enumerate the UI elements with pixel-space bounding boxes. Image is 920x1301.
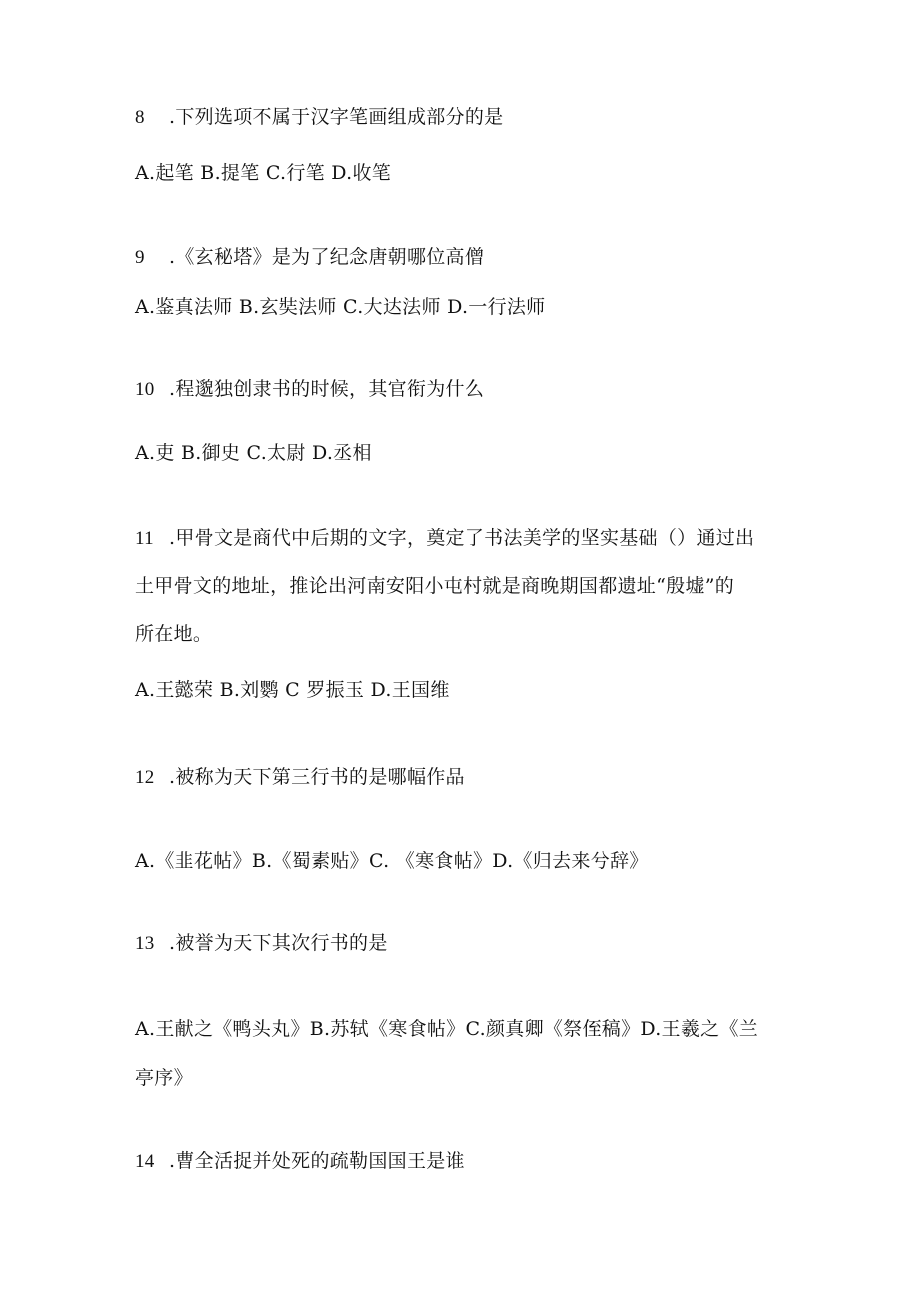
question-8-options: A.起笔 B.提笔 C.行笔 D.收笔: [135, 162, 392, 184]
question-number: 11: [135, 528, 154, 549]
question-number: 10: [135, 379, 155, 400]
question-13-options-line-1: A.王献之《鸭头丸》B.苏轼《寒食帖》C.颜真卿《祭侄稿》D.王羲之《兰: [135, 1018, 759, 1040]
question-9-options: A.鉴真法师 B.玄奘法师 C.大达法师 D.一行法师: [135, 296, 546, 318]
question-11-options: A.王懿荣 B.刘鹦 C 罗振玉 D.王国维: [135, 679, 450, 701]
question-8: [135, 105, 795, 130]
question-9: [135, 245, 795, 270]
question-12-options: A.《韭花帖》B.《蜀素贴》C. 《寒食帖》D.《归去来兮辞》: [135, 850, 649, 872]
question-number: 8: [135, 107, 145, 128]
question-11: [135, 526, 795, 551]
question-number: 9: [135, 247, 145, 268]
question-number: 13: [135, 933, 155, 954]
question-10-options: A.吏 B.御史 C.太尉 D.丞相: [135, 442, 372, 464]
question-stem: .下列选项不属于汉字笔画组成部分的是: [169, 106, 504, 128]
question-stem: .程邈独创隶书的时候，其官衔为什么: [169, 378, 485, 400]
question-stem-line-1: .甲骨文是商代中后期的文字，奠定了书法美学的坚实基础（）通过出: [169, 527, 755, 549]
question-13: [135, 931, 795, 956]
question-stem: .《玄秘塔》是为了纪念唐朝哪位高僧: [169, 246, 485, 268]
question-number: 14: [135, 1151, 155, 1172]
question-stem: .曹全活捉并处死的疏勒国国王是谁: [169, 1150, 465, 1172]
question-stem: .被誉为天下其次行书的是: [169, 932, 388, 954]
question-stem-line-2: 土甲骨文的地址，推论出河南安阳小屯村就是商晚期国都遗址“殷墟”的: [135, 575, 735, 597]
question-14: [135, 1149, 795, 1174]
question-stem-line-3: 所在地。: [135, 623, 213, 645]
question-13-options-line-2: 亭序》: [135, 1067, 193, 1089]
question-10: [135, 377, 795, 402]
question-stem: .被称为天下第三行书的是哪幅作品: [169, 766, 465, 788]
question-12: [135, 765, 795, 790]
question-number: 12: [135, 767, 155, 788]
